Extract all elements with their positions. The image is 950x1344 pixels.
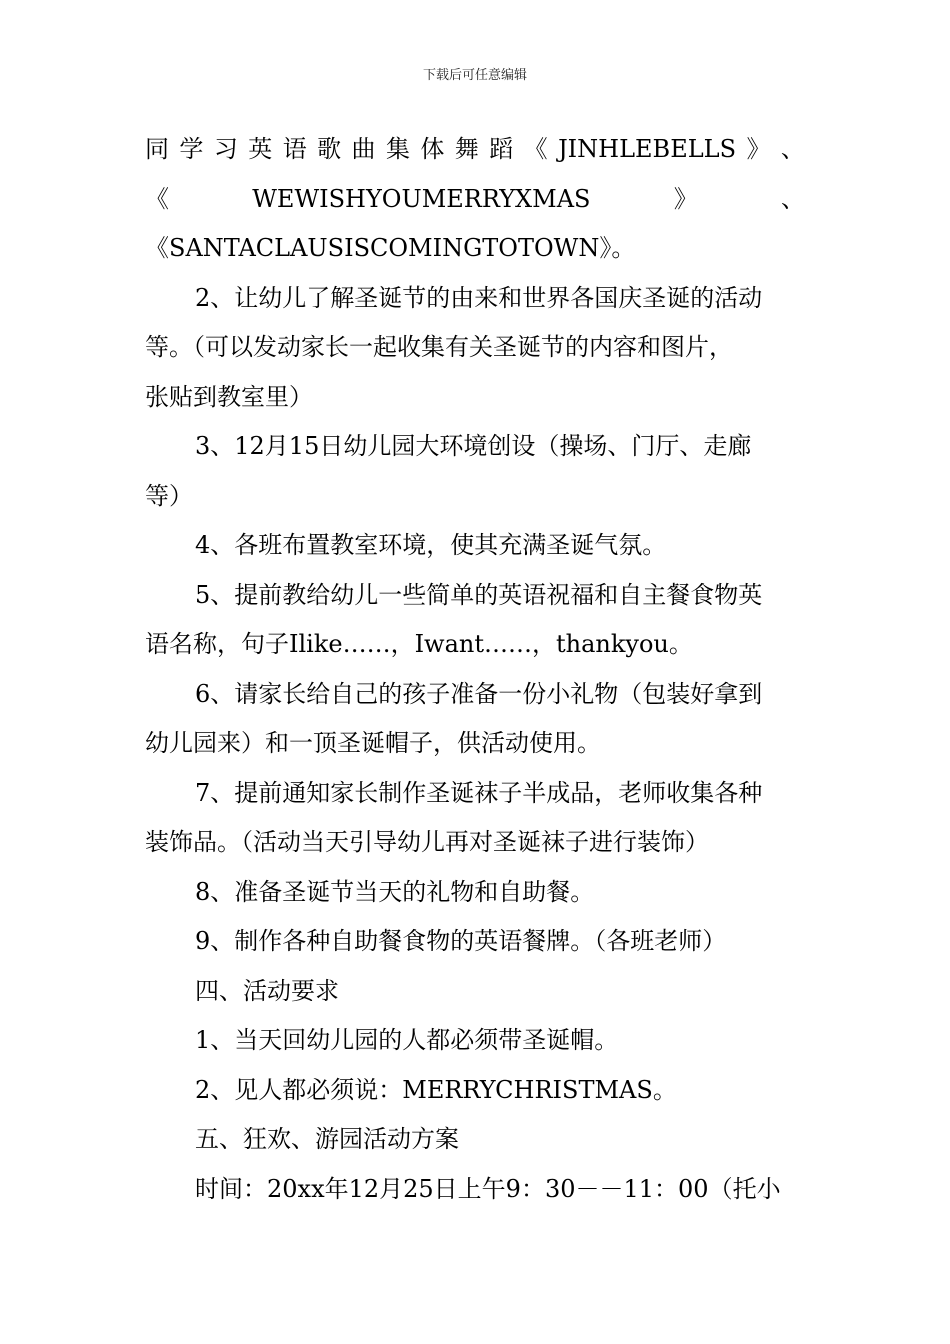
text-fragment: 学 (179, 135, 204, 163)
text-line: 等） (145, 481, 193, 510)
text-fragment: 习 (213, 135, 238, 163)
text-fragment: 同 (145, 135, 169, 163)
text-line: 《SANTACLAUSISCOMINGTOTOWN》。 (145, 234, 636, 262)
text-line: 幼儿园来）和一顶圣诞帽子，供活动使用。 (145, 729, 601, 757)
text-fragment: 舞 (454, 135, 479, 163)
text-fragment: 蹈 (489, 135, 514, 163)
text-fragment: JINHLEBELLS (558, 135, 737, 163)
text-line: 张贴到教室里） (145, 382, 313, 411)
section-heading-4: 四、活动要求 (195, 976, 339, 1005)
document-body (145, 125, 805, 1214)
requirement-2: 2、见人都必须说：MERRYCHRISTMAS。 (195, 1075, 677, 1104)
paragraph-8: 8、准备圣诞节当天的礼物和自助餐。 (195, 877, 595, 906)
text-line: 装饰品。（活动当天引导幼儿再对圣诞袜子进行装饰） (145, 828, 709, 856)
section-heading-5: 五、狂欢、游园活动方案 (195, 1125, 459, 1153)
text-line: 等。（可以发动家长一起收集有关圣诞节的内容和图片， (145, 333, 733, 361)
justified-line-1 (145, 125, 805, 175)
paragraph-6-start: 6、请家长给自己的孩子准备一份小礼物（包装好拿到 (195, 679, 763, 708)
text-fragment: 》 (746, 135, 771, 163)
paragraph-2-start: 2、让幼儿了解圣诞节的由来和世界各国庆圣诞的活动 (195, 283, 763, 312)
text-fragment: 、 (780, 135, 805, 163)
text-fragment: 》 (673, 184, 698, 213)
text-line: 语名称，句子Ilike……，Iwant……，thankyou。 (145, 630, 693, 658)
text-fragment: 曲 (351, 135, 376, 163)
paragraph-5-start: 5、提前教给幼儿一些简单的英语祝福和自主餐食物英 (195, 580, 763, 609)
text-fragment: 集 (385, 135, 410, 163)
paragraph-4: 4、各班布置教室环境，使其充满圣诞气氛。 (195, 531, 667, 559)
requirement-1: 1、当天回幼儿园的人都必须带圣诞帽。 (195, 1026, 619, 1054)
text-fragment: 、 (780, 184, 805, 213)
page-header: 下载后可任意编辑 (422, 68, 527, 83)
text-fragment: WEWISHYOUMERRYXMAS (252, 184, 591, 213)
text-fragment: 英 (248, 135, 273, 163)
paragraph-7-start: 7、提前通知家长制作圣诞袜子半成品，老师收集各种 (195, 778, 763, 807)
paragraph-3-start: 3、12月15日幼儿园大环境创设（操场、门厅、走廊 (195, 432, 752, 460)
justified-line-2 (145, 175, 805, 225)
text-fragment: 语 (282, 135, 307, 163)
text-fragment: 《 (145, 184, 169, 213)
text-fragment: 体 (420, 135, 445, 163)
text-fragment: 《 (523, 135, 548, 163)
paragraph-9: 9、制作各种自助餐食物的英语餐牌。（各班老师） (195, 927, 727, 955)
text-fragment: 歌 (317, 135, 342, 163)
time-line: 时间：20xx年12月25日上午9：30－－11：00（托小 (195, 1174, 781, 1203)
